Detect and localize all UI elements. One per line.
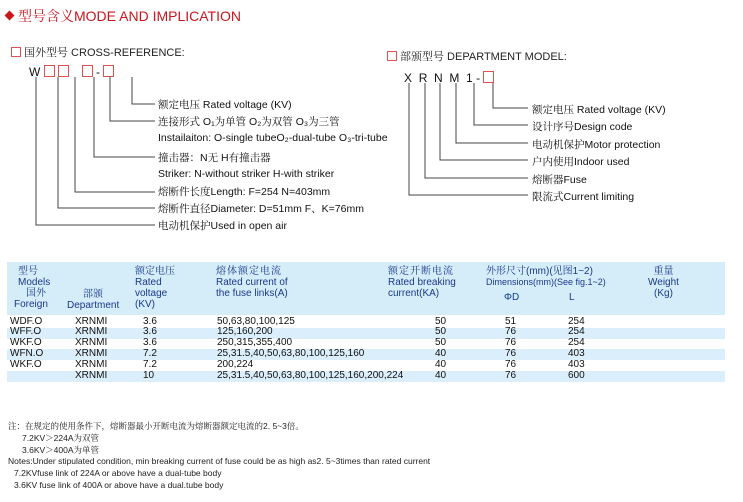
table-cell-foreign: WDF.O <box>10 315 43 327</box>
left-label-connection: 连接形式 O₁为单管 O₂为双管 O₃为三管 <box>158 116 340 128</box>
cross-reference-code: W - <box>29 65 114 79</box>
department-model-code: X R N M 1 - <box>404 71 494 85</box>
table-row <box>7 317 725 328</box>
left-label-usage: 电动机保护Used in open air <box>158 220 287 232</box>
table-cell-current: 125,160,200 <box>217 326 273 338</box>
table-cell-l: 254 <box>568 337 585 349</box>
department-model-heading: 部颁型号 DEPARTMENT MODEL: <box>387 48 567 64</box>
left-label-voltage: 额定电压 Rated voltage (KV) <box>158 99 292 111</box>
table-cell-l: 254 <box>568 326 585 338</box>
right-label-voltage: 额定电压 Rated voltage (KV) <box>532 104 666 116</box>
left-label-diameter: 熔断件直径Diameter: D=51mm F、K=76mm <box>158 203 364 215</box>
table-cell-d: 76 <box>505 337 517 349</box>
table-cell-foreign: WFN.O <box>10 347 44 359</box>
table-cell-foreign: WFF.O <box>10 326 42 338</box>
table-cell-d: 51 <box>505 315 517 327</box>
table-cell-breaking: 40 <box>435 347 447 359</box>
table-cell-l: 403 <box>568 358 585 370</box>
table-cell-current: 25,31.5,40,50,63,80,100,125,160 <box>217 347 365 359</box>
table-cell-breaking: 50 <box>435 315 447 327</box>
table-cell-voltage: 3.6 <box>143 337 157 349</box>
table-cell-voltage: 3.6 <box>143 315 157 327</box>
table-cell-current: 25,31.5,40,50,63,80,100,125,160,200,224 <box>217 369 404 381</box>
table-cell-dept: XRNMI <box>75 347 108 359</box>
table-cell-breaking: 50 <box>435 337 447 349</box>
header-breaking-current: 额定开断电流 Rated breaking current(KA) <box>388 266 456 299</box>
note-cn-72kv: 7.2KV＞224A为双管 <box>22 433 100 443</box>
table-cell-voltage: 3.6 <box>143 326 157 338</box>
table-row <box>7 349 725 360</box>
header-l: L <box>569 292 575 303</box>
table-cell-current: 50,63,80,100,125 <box>217 315 295 327</box>
table-cell-dept: XRNMI <box>75 337 108 349</box>
table-cell-dept: XRNMI <box>75 358 108 370</box>
right-label-limiting: 限流式Current limiting <box>532 191 635 203</box>
note-en-72kv: 7.2KVfuse link of 224A or above have a dual-tube body <box>14 468 222 478</box>
table-cell-current: 250,315,355,400 <box>217 337 293 349</box>
table-cell-l: 254 <box>568 315 585 327</box>
table-cell-d: 76 <box>505 369 517 381</box>
left-label-striker-en: Striker: N-without striker H-with striker <box>158 168 335 180</box>
left-label-length: 熔断件长度Length: F=254 N=403mm <box>158 186 331 198</box>
cross-reference-heading: 国外型号 CROSS-REFERENCE: <box>11 44 185 60</box>
table-cell-foreign: WKF.O <box>10 358 42 370</box>
table-cell-voltage: 7.2 <box>143 347 157 359</box>
header-department: 部颁 Department <box>67 289 120 311</box>
table-cell-d: 76 <box>505 358 517 370</box>
left-label-striker-cn: 撞击器：N无 H有撞击器 <box>158 152 271 164</box>
note-en: Notes:Under stipulated condition, min breaking current of fuse could be as high as2. 5~3times than rated current <box>8 456 431 466</box>
header-voltage: 额定电压 Rated voltage (KV) <box>135 266 175 310</box>
table-cell-breaking: 50 <box>435 326 447 338</box>
right-label-indoor: 户内使用Indoor used <box>532 156 630 168</box>
table-cell-dept: XRNMI <box>75 369 108 381</box>
table-cell-dept: XRNMI <box>75 326 108 338</box>
table-cell-l: 600 <box>568 369 585 381</box>
page-title: 型号含义MODE AND IMPLICATION <box>6 6 241 26</box>
table-cell-breaking: 40 <box>435 358 447 370</box>
right-label-design-code: 设计序号Design code <box>532 121 633 133</box>
table-cell-breaking: 40 <box>435 369 447 381</box>
note-cn: 注：在规定的使用条件下，熔断器最小开断电流为熔断器额定电流的2. 5~3倍。 <box>8 421 304 431</box>
table-cell-l: 403 <box>568 347 585 359</box>
header-dimensions: 外形尺寸(mm)(见图1~2) Dimensions(mm)(See fig.1~2) <box>486 266 606 287</box>
table-cell-foreign: WKF.O <box>10 337 42 349</box>
table-cell-dept: XRNMI <box>75 315 108 327</box>
right-label-motor: 电动机保护Motor protection <box>532 139 661 151</box>
table-cell-d: 76 <box>505 326 517 338</box>
note-en-36kv: 3.6KV fuse link of 400A or above have a dual.tube body <box>14 480 224 490</box>
header-weight: 重量 Weight (Kg) <box>648 266 679 299</box>
note-cn-36kv: 3.6KV＞400A为单管 <box>22 445 100 455</box>
header-models: 型号 Models 国外 Foreign <box>14 266 51 310</box>
header-rated-current: 熔体额定电流 Rated current of the fuse links(A) <box>216 266 288 299</box>
left-label-installation: Instailaiton: O-single tubeO₂-dual-tube O₃-tri-tube <box>158 132 388 144</box>
table-cell-current: 200,224 <box>217 358 254 370</box>
table-row <box>7 328 725 339</box>
table-cell-d: 76 <box>505 347 517 359</box>
right-label-fuse: 熔断器Fuse <box>532 174 587 186</box>
table-cell-voltage: 10 <box>143 369 155 381</box>
table-row <box>7 339 725 350</box>
header-phi-d: ΦD <box>504 292 520 303</box>
table-cell-voltage: 7.2 <box>143 358 157 370</box>
